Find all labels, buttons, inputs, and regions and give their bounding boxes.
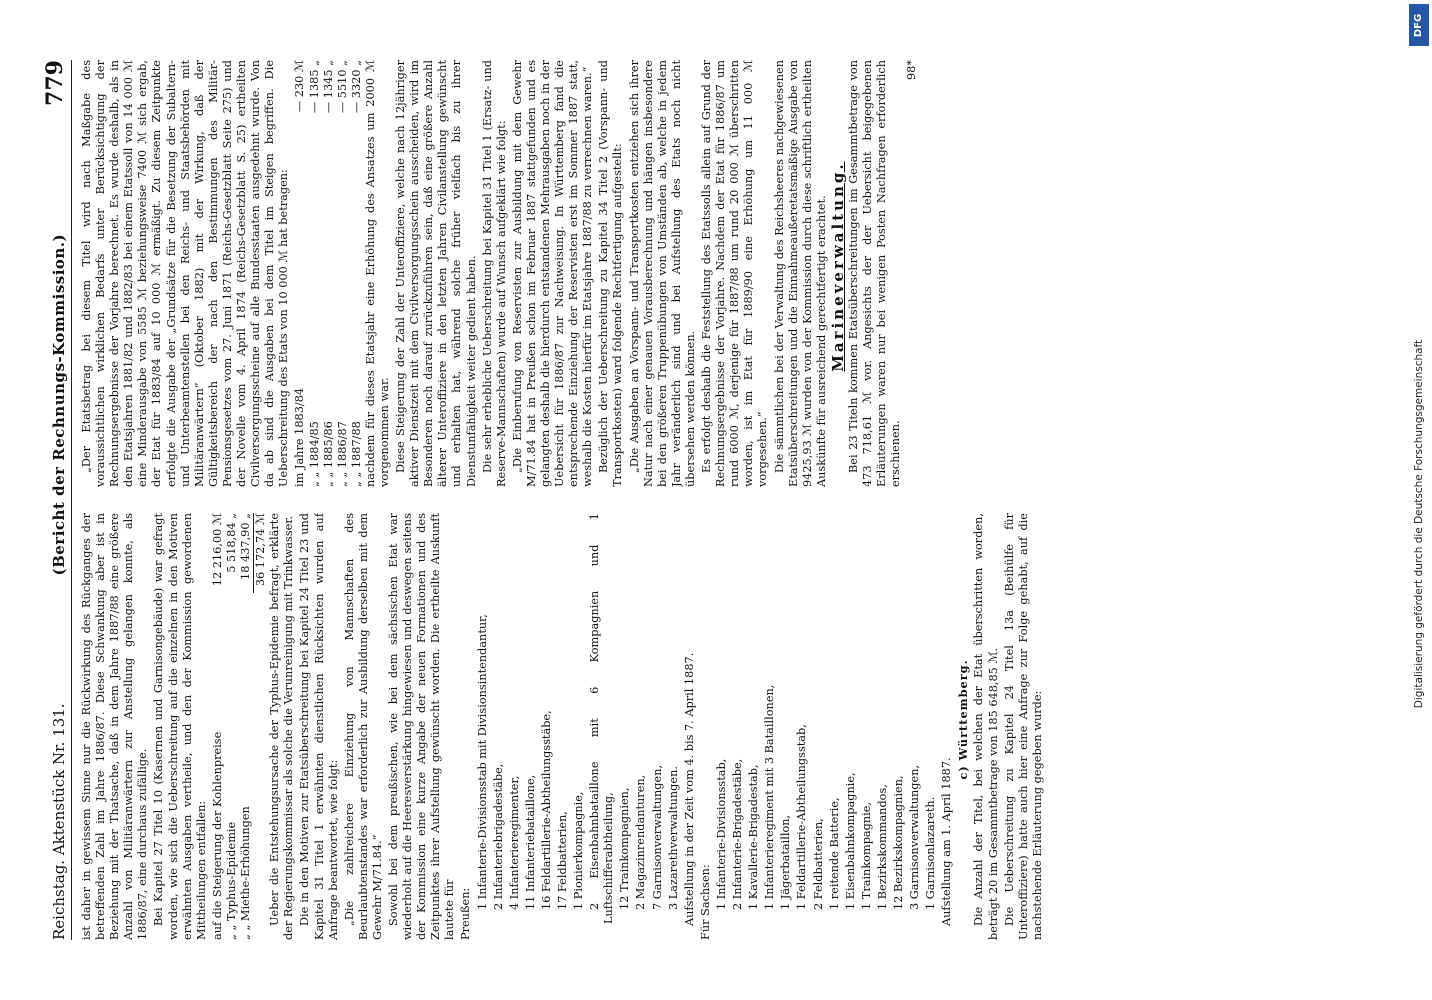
years-table bbox=[293, 60, 363, 487]
paragraph: Bei Kapitel 27 Titel 10 (Kasernen und Garnisongebäude) war gefragt worden, wie sich die Ueberschreitung auf die einzelnen in den Motiven erwähnten Ausgaben vertheile, und den der Kommission gewordenen Mittheilungen entfallen: bbox=[152, 513, 208, 940]
list-item: 2 Infanterie-Brigadestäbe, bbox=[731, 758, 745, 910]
signature-mark: 98* bbox=[905, 60, 919, 81]
year-row: „ „ 1884/85 — 1385 „ bbox=[307, 60, 321, 487]
list-item: 16 Feldartillerie-Abtheilungsstäbe, bbox=[539, 710, 553, 910]
rotated-print-area bbox=[16, 30, 1416, 970]
list-item: 3 Lazarethverwaltungen. bbox=[666, 766, 680, 910]
left-column bbox=[80, 513, 1380, 940]
paragraph: Bezüglich der Ueberschreitung zu Kapitel 34 Titel 2 (Vorspann- und Transportkosten) ward folgende Rechtfertigung aufgestellt: bbox=[597, 60, 625, 487]
formation-list-saxony bbox=[715, 513, 938, 940]
list-item: 1 Pionierkompagnie, bbox=[572, 791, 586, 910]
amount-row: „ „ Miethe-Erhöhungen 18 437,90 „ bbox=[239, 513, 253, 940]
page-header bbox=[36, 60, 72, 940]
list-item: 2 Eisenbahnbataillone mit 6 Kompagnien und 1 Luftschifferabtheilung, bbox=[588, 513, 616, 924]
year-row: „ „ 1885/86 — 1345 „ bbox=[321, 60, 335, 487]
amount-row: auf die Steigerung der Kohlenpreise 12 216,00 ℳ bbox=[210, 513, 224, 940]
header-center: (Bericht der Rechnungs-Kommission.) bbox=[50, 233, 68, 576]
list-item: 1 Kavallerie-Brigadestab, bbox=[747, 764, 761, 910]
paragraph: Die sämmtlichen bei der Verwaltung des Reichsheeres nachgewiesenen Etatsüberschreitungen und die Einnahmeaußeretatsmäßige Ausgabe von 9425,93 ℳ wurden von der Kommission durch diese schriftlich ertheilten Auskünfte für ausreichend gerechtfertigt erachtet. bbox=[772, 60, 828, 487]
list-item: 1 reitende Batterie, bbox=[827, 797, 841, 910]
paragraph: Es erfolgt deshalb die Feststellung des Etatssolls allein auf Grund der Rechnungsergebnisse der Vorjahre. Nachdem der Etat für 1886/87 um rund 6000 ℳ, derjenige für 1887/88 um rund 20 000 ℳ überschritten worden, ist im Etat für 1889/90 eine Erhöhung um 11 000 ℳ vorgesehen.“ bbox=[700, 60, 770, 487]
header-left: Reichstag. Aktenstück Nr. 131. bbox=[50, 703, 68, 940]
amounts-table bbox=[211, 513, 268, 940]
year-row: „ „ 1887/88 — 3320 „ bbox=[349, 60, 363, 487]
list-heading: Für Sachsen: bbox=[698, 864, 712, 940]
list-item: 17 Feldbatterien, bbox=[556, 810, 569, 910]
paragraph: „Die Ausgaben an Vorspann- und Transportkosten entziehen sich ihrer Natur nach einer genauen Vorausberechnung und hängen insbesondere bei den größeren Truppenübungen von Umständen ab, welche in jedem Jahr veränderlich sind und bei Aufstellung des Etats noch nicht übersehen werden können. bbox=[627, 60, 697, 487]
paragraph: Die Anzahl der Titel, bei welchen der Etat überschritten worden, beträgt 20 im Gesammtbetrage von 185 648,85 ℳ. bbox=[972, 513, 1000, 940]
list-item: 1 Bezirkskommandos, bbox=[875, 784, 889, 910]
paragraph: „Der Etatsbetrag bei diesem Titel wird nach Maßgabe des voraussichtlichen wirklichen Bedarfs unter Berücksichtigung der Rechnungsergebnisse der Vorjahre berechnet. Es wurde deshalb, als in den Etatsjahren 1881/82 und 1882/83 bei einem Etatssoll von 14 000 ℳ eine Minderausgabe von 5585 ℳ beziehungsweise 7400 ℳ sich ergab, der Etat für 1883/84 auf 10 000 ℳ ermäßigt. Zu diesem Zeitpunkte erfolgte die Ausgabe der „Grundsätze für die Besetzung der Subaltern- und Unterbeamtenstellen bei den Reichs- und Staatsbehörden mit Militäranwärtern“ (Oktober 1882) mit der Wirkung, daß der Gültigkeitsbereich der nach den Bestimmungen des Militär-Pensionsgesetzes vom 27. Juni 1871 (Reichs-Gesetzblatt Seite 275) und der Novelle vom 4. April 1874 (Reichs-Gesetzblatt S. 25) ertheilten Civilversorgungsscheine auf alle Bundesstaaten ausgedehnt wurde. Von da ab sind die Ausgaben bei dem Titel im Steigen begriffen. Die Ueberschreitung des Etats von 10 000 ℳ hat betragen: bbox=[80, 60, 291, 487]
amount-total: 36 172,74 ℳ bbox=[253, 513, 268, 940]
paragraph: „Die Einberufung von Reservisten zur Ausbildung mit dem Gewehr M/71.84 hat in Preußen schon im Februar 1887 stattgefunden und es gelangten deshalb die hierdurch entstandenen Mehrausgaben noch in der Uebersicht für 1886/87 zur Nachweisung. In Württemberg fand die entsprechende Einziehung der Reservisten erst im Sommer 1887 statt, weshalb die Kosten hierfür im Etatsjahre 1887/88 zu verrechnen waren.“ bbox=[510, 60, 595, 487]
section-heading-marine: Marineverwaltung. bbox=[828, 161, 847, 372]
year-row: „ „ 1886/87 — 5510 „ bbox=[335, 60, 349, 487]
paragraph: Bei 23 Titeln kommen Etatsüberschreitungen im Gesammtbetrage von 473 718,61 ℳ vor. Angesichts der der Uebersicht beigegebenen Erläuterungen waren nur bei wenigen Posten Nachfragen erforderlich erschienen. bbox=[846, 60, 903, 487]
dfg-logo: DFG bbox=[1409, 4, 1429, 46]
year-row: im Jahre 1883/84 — 230 ℳ bbox=[293, 60, 307, 487]
paragraph: Die in den Motiven zur Etatsüberschreitung bei Kapitel 24 Titel 23 und Kapitel 31 Titel 1 erwähnten dienstlichen Rücksichten wurden auf Anfrage beantwortet, wie folgt: bbox=[298, 513, 340, 940]
paragraph: Ueber die Entstehungsursache der Typhus-Epidemie befragt, erklärte der Regierungskommissar als solche die Verunreinigung mit Trinkwasser. bbox=[268, 513, 296, 940]
list-item: 1 Infanterie-Divisionsstab, bbox=[714, 758, 728, 910]
right-column bbox=[80, 60, 1380, 487]
list-item: 2 Magazinrendanturen, bbox=[634, 774, 648, 910]
paragraph: „Die zahlreichere Einziehung von Mannschaften des Beurlaubtenstandes war erforderlich zur Ausbildung derselben mit dem Gewehr M/71.84.“ bbox=[342, 513, 384, 940]
page-number: 779 bbox=[42, 60, 68, 106]
list-heading: Preußen: bbox=[459, 887, 473, 940]
amount-row: „ „ Typhus-Epidemie 5 518,84 „ bbox=[224, 513, 238, 940]
list-item: 4 Infanterieregimenter, bbox=[507, 775, 521, 910]
paragraph: Die Ueberschreitung zu Kapitel 24 Titel 13a (Beihülfe für Unteroffiziere) hatte auch hier eine Anfrage zur Folge gehabt, auf die nachstehende Erläuterung gegeben wurde: bbox=[1002, 513, 1044, 940]
paragraph: Diese Steigerung der Zahl der Unteroffiziere, welche nach 12jähriger aktiver Dienstzeit mit dem Civilversorgungsschein ausscheiden, wird im Besonderen noch darauf zurückzuführen sein, daß eine größere Anzahl älterer Unteroffiziere in den letzten Jahren Civilanstellung gewünscht und erhalten hat, während solche früher vielfach bis zu ihrer Dienstunfähigkeit weiter gedient haben. bbox=[394, 60, 478, 487]
list-item: 7 Garnisonverwaltungen, bbox=[650, 764, 664, 910]
list-item: 1 Infanterie-Divisionsstab mit Divisionsintendantur, bbox=[475, 614, 489, 910]
paragraph: Die sehr erhebliche Ueberschreitung bei Kapitel 31 Titel 1 (Ersatz- und Reserve-Mannschaften) wurde auf Wunsch aufgeklärt wie folgt: bbox=[480, 60, 508, 487]
list-item: 1 Jägerbataillon, bbox=[779, 814, 793, 910]
list-item: 1 Trainkompagnie, bbox=[859, 801, 873, 910]
section-heading: c) Württemberg. bbox=[956, 659, 971, 780]
list-item: 1 Feldartillerie-Abtheilungsstab, bbox=[795, 724, 809, 910]
list-item: 3 Garnisonverwaltungen, bbox=[908, 764, 922, 910]
list-item: 12 Bezirkskompagnien, bbox=[891, 775, 905, 910]
list-item: 1 Infanterieregiment mit 3 Bataillonen, bbox=[763, 684, 777, 910]
list-item: 11 Infanteriebataillone, bbox=[523, 774, 537, 910]
paragraph: ist daher in gewissem Sinne nur die Rückwirkung des Rückganges der betreffenden Zahl im Jahre 1886/87. Diese Schwankung aber ist in Beziehung mit der Thatsache, daß in dem Jahre 1887/88 eine größere Anzahl von Militäranwärtern zur Anstellung gelangen konnte, als 1886/87, eine durchaus zufällige. bbox=[80, 513, 150, 940]
watermark-text: Digitalisierung gefördert durch die Deutsche Forschungsgemeinschaft bbox=[1413, 339, 1425, 709]
list-item: 2 Infanteriebrigadestäbe, bbox=[491, 763, 505, 910]
paragraph: Sowohl bei dem preußischen, wie bei dem sächsischen Etat war wiederholt auf die Heeresverstärkung hingewiesen und deswegen seitens der Kommission eine kurze Angabe der neuen Formationen und des Zeitpunktes ihrer Aufstellung gewünscht worden. Die ertheilte Auskunft lautete für bbox=[386, 513, 457, 940]
paragraph: Aufstellung in der Zeit vom 4. bis 7. April 1887. bbox=[682, 652, 696, 926]
paragraph: Aufstellung am 1. April 1887. bbox=[940, 757, 954, 926]
paragraph: nachdem für dieses Etatsjahr eine Erhöhung des Ansatzes um 2000 ℳ vorgenommen war. bbox=[363, 60, 391, 487]
formation-list-prussia bbox=[476, 513, 681, 940]
list-item: 1 Eisenbahnkompagnie, bbox=[843, 772, 857, 910]
list-item: 12 Trainkompagnien, bbox=[618, 787, 632, 910]
dfg-watermark bbox=[1408, 4, 1430, 1000]
list-item: 1 Garnisonlazareth. bbox=[924, 796, 938, 910]
list-item: 2 Feldbatterien, bbox=[811, 818, 825, 910]
